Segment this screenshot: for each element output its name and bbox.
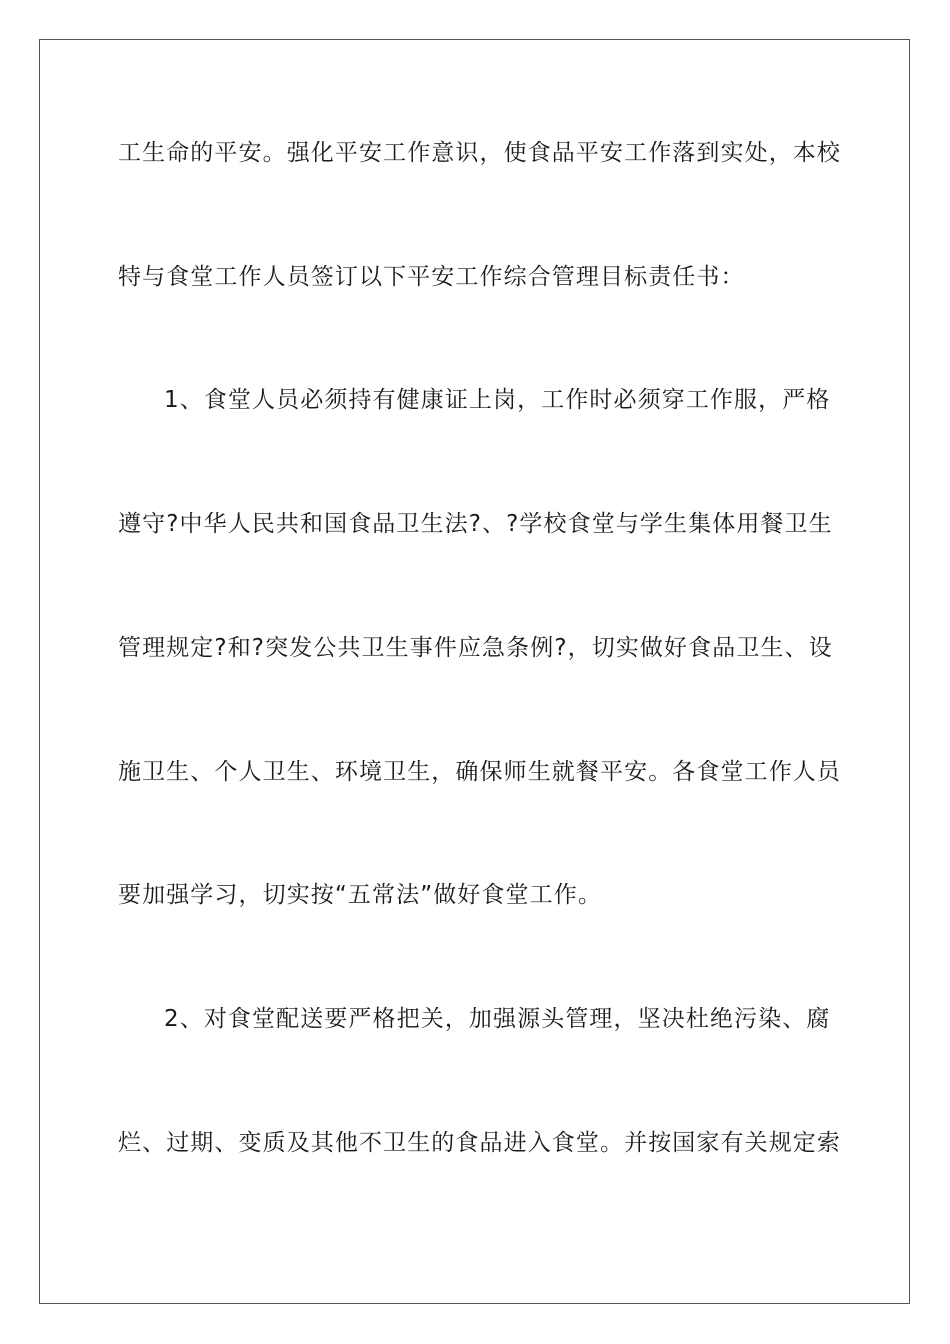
text-line-5: 管理规定?和?突发公共卫生事件应急条例?，切实做好食品卫生、设 [118, 635, 833, 661]
text-line-8: 2、对食堂配送要严格把关，加强源头管理，坚决杜绝污染、腐 [164, 1006, 831, 1032]
page-border [39, 39, 910, 1304]
text-line-6: 施卫生、个人卫生、环境卫生，确保师生就餐平安。各食堂工作人员 [118, 759, 841, 785]
text-line-1: 工生命的平安。强化平安工作意识，使食品平安工作落到实处，本校 [118, 140, 841, 166]
text-line-7: 要加强学习，切实按“五常法”做好食堂工作。 [118, 882, 602, 908]
text-line-3: 1、食堂人员必须持有健康证上岗，工作时必须穿工作服，严格 [164, 387, 831, 413]
text-line-2: 特与食堂工作人员签订以下平安工作综合管理目标责任书： [118, 264, 745, 290]
text-line-4: 遵守?中华人民共和国食品卫生法?、?学校食堂与学生集体用餐卫生 [118, 511, 833, 537]
text-line-9: 烂、过期、变质及其他不卫生的食品进入食堂。并按国家有关规定索 [118, 1130, 841, 1156]
